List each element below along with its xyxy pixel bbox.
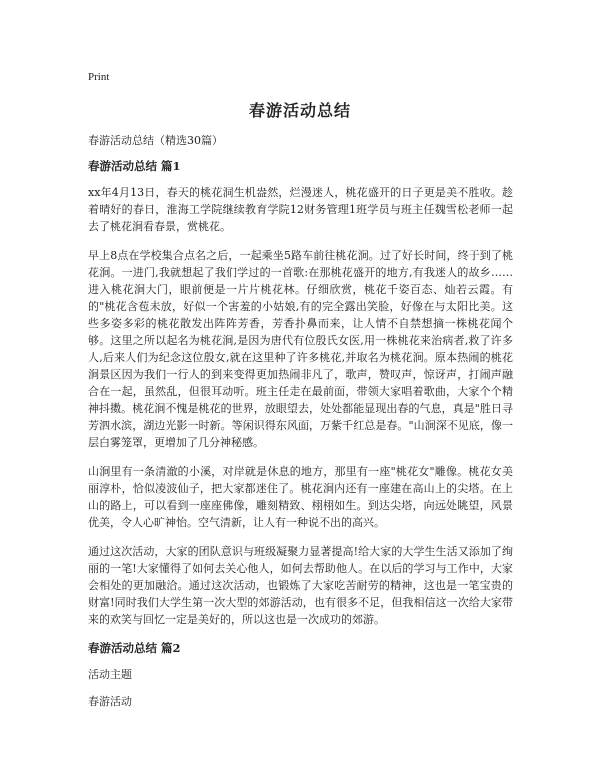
paragraph: 春游活动 bbox=[88, 695, 132, 708]
paragraph: 通过这次活动，大家的团队意识与班级凝聚力显著提高!给大家的大学生生活又添加了绚丽的一笔!大家懂得了如何去关心他人，如何去帮助他人。在以后的学习与工作中，大家会相处的更加融洽。通过这次活动，也锻炼了大家吃苦耐劳的精神，这也是一笔宝贵的财富!同时我们大学生第一次大型的郊游活动，也有很多不足，但我相信这一次给大家带来的欢笑与回忆一定是美好的，所以这也是一次成功的郊游。 bbox=[88, 545, 513, 626]
section-heading-2: 春游活动总结 篇2 bbox=[88, 641, 181, 655]
print-link[interactable]: Print bbox=[88, 71, 110, 83]
paragraph: 活动主题 bbox=[88, 668, 132, 681]
paragraph: 早上8点在学校集合点名之后，一起乘坐5路车前往桃花涧。过了好长时间，终于到了桃花涧。一进门,我就想起了我们学过的一首歌:在那桃花盛开的地方,有我迷人的故乡……进入桃花涧大门，眼前便是一片片桃花林。仔细欣赏，桃花千姿百态、灿若云霞。有的"桃花含苞未放，好似一个害羞的小姑娘,有的完全露出笑脸，好像在与太阳比美。这些多姿多彩的桃花散发出阵阵芳香，芳香扑鼻而来，让人情不自禁想摘一株桃花闻个够。这里之所以起名为桃花涧,是因为唐代有位殷氏女医,用一株桃花来治病者,救了许多人,后来人们为纪念这位殷女,就在这里种了许多桃花,并取名为桃花涧。原本热闹的桃花涧景区因为我们一行人的到来变得更加热闹非凡了，歌声，赞叹声，惊讶声，打闹声融合在一起，虽然乱，但很耳动听。班主任走在最前面，带领大家唱着歌曲，大家个个精神抖擞。桃花涧不愧是桃花的世界，放眼望去，处处都能显现出春的气息，真是"胜日寻芳泗水滨，湖边光影一时新。等闲识得东风面，万紫千红总是春。"山涧深不见底，像一层白雾笼罩，更增加了几分神秘感。 bbox=[88, 249, 513, 449]
subtitle: 春游活动总结（精选30篇） bbox=[88, 134, 223, 147]
article-body bbox=[88, 132, 513, 720]
paragraph: 山涧里有一条清澈的小溪，对岸就是休息的地方，那里有一座"桃花女"雕像。桃花女美丽淳朴，恰似凌波仙子，把大家都迷住了。桃花涧内还有一座建在高山上的尖塔。在上山的路上，可以看到一座座佛像，雕刻精致、栩栩如生。到达尖塔，向远处眺望，风景优美，令人心旷神怡。空气清新，让人有一种说不出的高兴。 bbox=[88, 465, 513, 529]
paragraph: xx年4月13日，春天的桃花洞生机盎然，烂漫迷人，桃花盛开的日子更是美不胜收。趁着晴好的春日，淮海工学院继续教育学院12财务管理1班学员与班主任魏雪松老师一起去了桃花涧看春景，赏桃花。 bbox=[88, 186, 513, 233]
page-title: 春游活动总结 bbox=[248, 101, 351, 120]
section-heading-1: 春游活动总结 篇1 bbox=[88, 159, 181, 173]
